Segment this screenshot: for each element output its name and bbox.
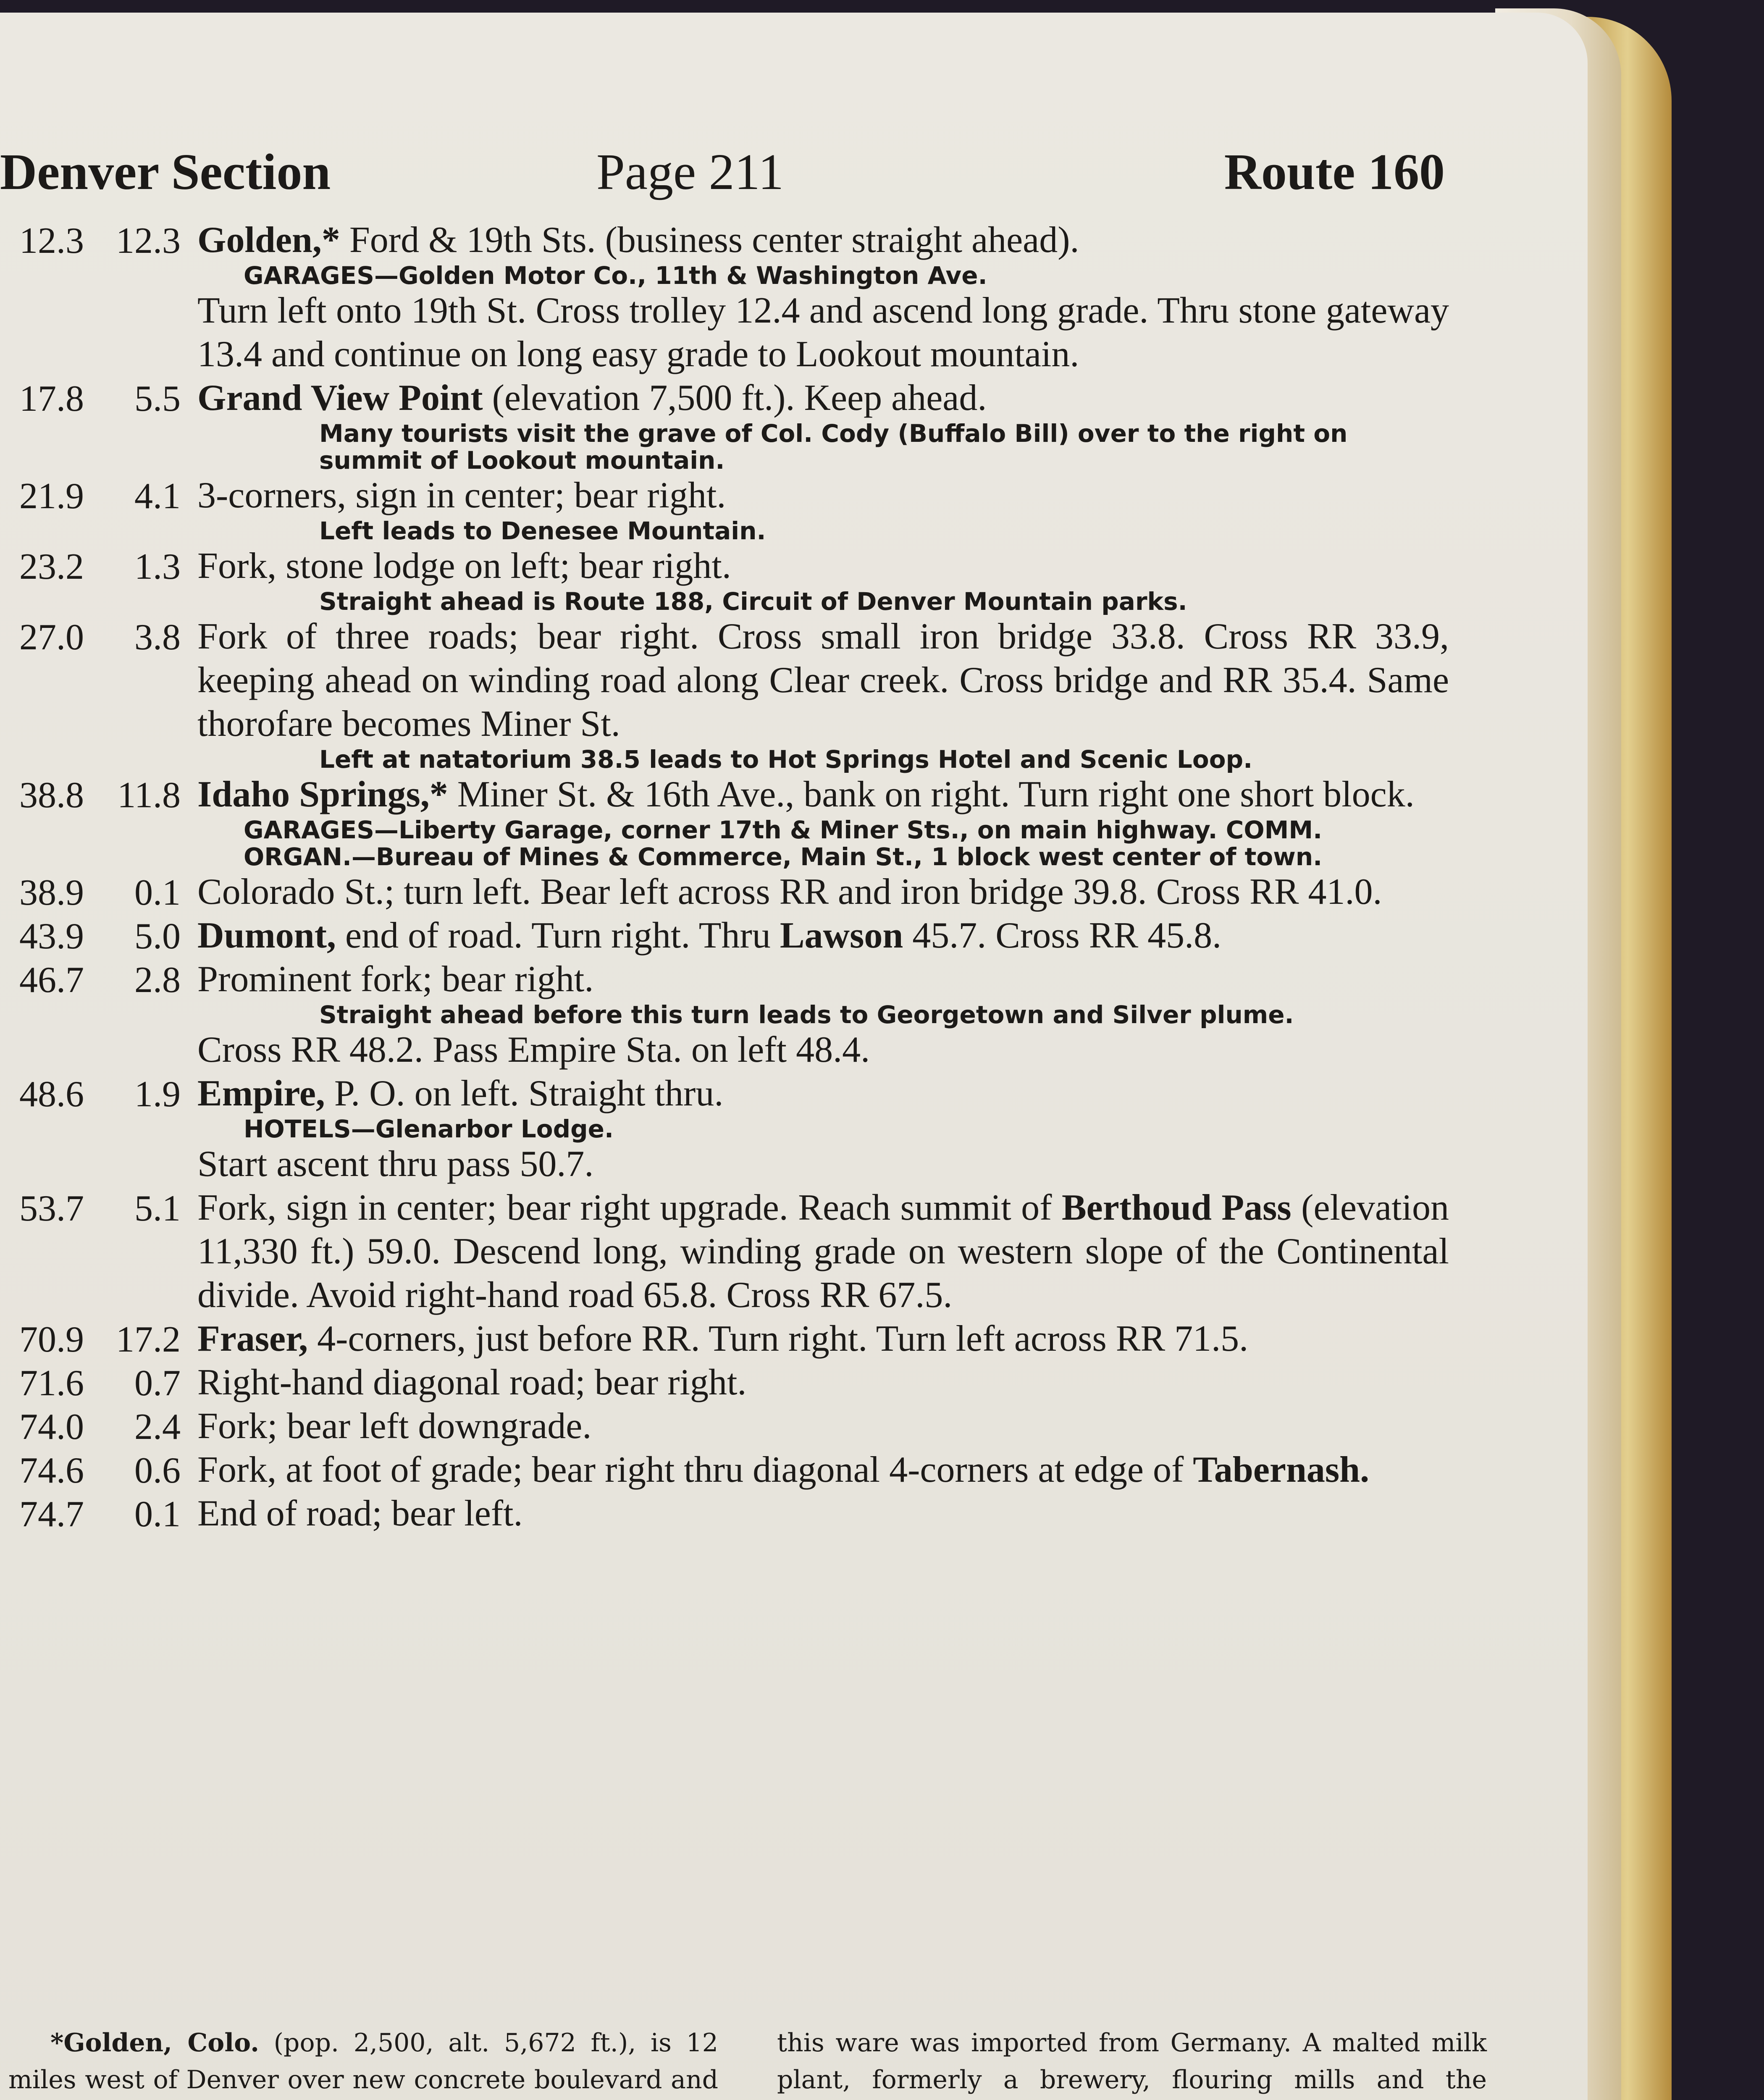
- route-entry: [0, 1492, 1495, 1536]
- total-mileage: 74.6: [19, 1450, 84, 1491]
- interval-mileage: 5.1: [134, 1188, 181, 1229]
- direction-text: (elevation 7,500 ft.). Keep ahead.: [483, 378, 987, 418]
- entry-direction-continued: Turn left onto 19th St. Cross trolley 12.4 and ascend long grade. Thru stone gateway 13.4 and continue on long easy grade to Lookout mountain.: [197, 290, 1449, 375]
- direction-text: Fork, at foot of grade; bear right thru diagonal 4-corners at edge of: [197, 1449, 1193, 1490]
- interval-mileage: 4.1: [134, 476, 181, 517]
- interval-mileage: 2.8: [134, 960, 181, 1000]
- entry-note: Straight ahead before this turn leads to Georgetown and Silver plume.: [319, 1000, 1294, 1029]
- entry-note: Straight ahead is Route 188, Circuit of Denver Mountain parks.: [319, 587, 1187, 616]
- page-number: Page 211: [596, 144, 784, 200]
- direction-text: P. O. on left. Straight thru.: [325, 1073, 724, 1114]
- route-entry: [0, 544, 1495, 615]
- entry-direction: [197, 1186, 1449, 1317]
- direction-text: 45.7. Cross RR 45.8.: [903, 915, 1222, 956]
- route-entry: [0, 773, 1495, 870]
- total-mileage: 17.8: [19, 378, 84, 419]
- entry-direction: [197, 544, 1449, 588]
- entry-note: Left at natatorium 38.5 leads to Hot Springs Hotel and Scenic Loop.: [319, 745, 1253, 774]
- entry-direction-continued: Cross RR 48.2. Pass Empire Sta. on left 48.4.: [197, 1029, 870, 1070]
- interval-mileage: 1.3: [134, 546, 181, 587]
- footnote-column-right: [777, 2024, 1487, 2100]
- place-name: Lawson: [780, 915, 903, 956]
- route-entry: [0, 1186, 1495, 1317]
- direction-text: Miner St. & 16th Ave., bank on right. Turn right one short block.: [448, 774, 1415, 815]
- book-page: [0, 13, 1588, 2100]
- route-number: Route 160: [1224, 144, 1445, 200]
- total-mileage: 46.7: [19, 960, 84, 1000]
- direction-text: Fork, sign in center; bear right upgrade. Reach summit of: [197, 1187, 1062, 1228]
- entry-direction-continued: Start ascent thru pass 50.7.: [197, 1144, 594, 1184]
- route-entry: [0, 218, 1495, 376]
- place-name: Idaho Springs,*: [197, 774, 448, 815]
- route-entry: [0, 958, 1495, 1072]
- entry-direction: [197, 1492, 1449, 1536]
- footnote-golden-continued: this ware was imported from Germany. A malted milk plant, formerly a brewery, flouring mills and the: [777, 2028, 1487, 2095]
- route-entry: [0, 1361, 1495, 1404]
- entry-direction: [197, 474, 1449, 517]
- total-mileage: 74.7: [19, 1494, 84, 1535]
- entry-note: Left leads to Denesee Mountain.: [319, 517, 766, 545]
- footnote-golden: [8, 2024, 718, 2100]
- entry-direction: [197, 914, 1449, 958]
- entry-direction: [197, 1404, 1449, 1448]
- direction-text: End of road; bear left.: [197, 1493, 523, 1534]
- footnote-golden-head: *Golden, Colo.: [50, 2028, 259, 2058]
- entry-direction: [197, 1317, 1449, 1361]
- entry-note: GARAGES—Liberty Garage, corner 17th & Miner Sts., on main highway. COMM. ORGAN.—Bureau of Mines & Commerce, Main St., 1 block west center of town.: [244, 816, 1323, 871]
- place-name: Golden,*: [197, 220, 340, 260]
- interval-mileage: 0.6: [134, 1450, 181, 1491]
- total-mileage: 21.9: [19, 476, 84, 517]
- total-mileage: 71.6: [19, 1363, 84, 1404]
- section-title: Denver Section: [0, 144, 331, 200]
- route-entry: [0, 615, 1495, 773]
- total-mileage: 38.9: [19, 872, 84, 913]
- direction-text: 3-corners, sign in center; bear right.: [197, 475, 726, 516]
- direction-text: Ford & 19th Sts. (business center straight ahead).: [340, 220, 1079, 260]
- direction-text: (elevation 11,330 ft.) 59.0. Descend long, winding grade on western slope of the Continental divide. Avoid right-hand road 65.8. Cross RR 67.5.: [197, 1187, 1449, 1315]
- total-mileage: 43.9: [19, 916, 84, 957]
- entry-direction: [197, 958, 1449, 1001]
- place-name: Dumont,: [197, 915, 336, 956]
- interval-mileage: 17.2: [116, 1319, 181, 1360]
- route-entry: [0, 1317, 1495, 1361]
- footnotes: [8, 2024, 1487, 2100]
- direction-text: Fork; bear left downgrade.: [197, 1406, 592, 1446]
- entry-direction: [197, 1448, 1449, 1492]
- interval-mileage: 1.9: [134, 1074, 181, 1115]
- direction-text: Fork of three roads; bear right. Cross small iron bridge 33.8. Cross RR 33.9, keeping ahead on winding road along Clear creek. Cross bridge and RR 35.4. Same thorofare becomes Miner St.: [197, 616, 1449, 744]
- direction-text: Prominent fork; bear right.: [197, 959, 594, 1000]
- interval-mileage: 3.8: [134, 617, 181, 658]
- entry-direction: [197, 1072, 1449, 1116]
- total-mileage: 53.7: [19, 1188, 84, 1229]
- place-name: Berthoud Pass: [1061, 1187, 1292, 1228]
- interval-mileage: 5.0: [134, 916, 181, 957]
- route-entry: [0, 1404, 1495, 1448]
- page-header: [0, 139, 1445, 206]
- interval-mileage: 0.7: [134, 1363, 181, 1404]
- total-mileage: 74.0: [19, 1407, 84, 1447]
- direction-text: Fork, stone lodge on left; bear right.: [197, 546, 731, 586]
- total-mileage: 12.3: [19, 220, 84, 261]
- place-name: Grand View Point: [197, 378, 483, 418]
- entry-note: Many tourists visit the grave of Col. Cody (Buffalo Bill) over to the right on summit of Lookout mountain.: [319, 419, 1348, 475]
- direction-text: Right-hand diagonal road; bear right.: [197, 1362, 747, 1403]
- interval-mileage: 5.5: [134, 378, 181, 419]
- direction-text: 4-corners, just before RR. Turn right. Turn left across RR 71.5.: [308, 1318, 1249, 1359]
- footnote-column-left: [8, 2024, 718, 2100]
- place-name: Empire,: [197, 1073, 325, 1114]
- route-entry: [0, 474, 1495, 544]
- interval-mileage: 11.8: [117, 775, 181, 816]
- place-name: Fraser,: [197, 1318, 308, 1359]
- footnote-golden-text: (pop. 2,500, alt. 5,672 ft.), is 12 miles west of Denver over new concrete boulevard and: [8, 2028, 718, 2095]
- interval-mileage: 0.1: [134, 872, 181, 913]
- place-name: Tabernash.: [1193, 1449, 1370, 1490]
- route-entry: [0, 1072, 1495, 1186]
- entry-direction: [197, 773, 1449, 816]
- entry-note: HOTELS—Glenarbor Lodge.: [244, 1115, 614, 1143]
- total-mileage: 27.0: [19, 617, 84, 658]
- interval-mileage: 0.1: [134, 1494, 181, 1535]
- entry-note: GARAGES—Golden Motor Co., 11th & Washington Ave.: [244, 261, 987, 290]
- interval-mileage: 2.4: [134, 1407, 181, 1447]
- entry-direction: [197, 615, 1449, 746]
- total-mileage: 38.8: [19, 775, 84, 816]
- entry-direction: [197, 1361, 1449, 1404]
- total-mileage: 70.9: [19, 1319, 84, 1360]
- interval-mileage: 12.3: [116, 220, 181, 261]
- direction-text: Colorado St.; turn left. Bear left across RR and iron bridge 39.8. Cross RR 41.0.: [197, 872, 1382, 912]
- route-entry: [0, 914, 1495, 958]
- route-entry: [0, 870, 1495, 914]
- total-mileage: 23.2: [19, 546, 84, 587]
- route-entry: [0, 376, 1495, 474]
- entry-direction: [197, 376, 1449, 420]
- direction-text: end of road. Turn right. Thru: [336, 915, 780, 956]
- entry-direction: [197, 870, 1449, 914]
- route-entry: [0, 1448, 1495, 1492]
- route-entries: [0, 218, 1495, 1536]
- entry-direction: [197, 218, 1449, 262]
- total-mileage: 48.6: [19, 1074, 84, 1115]
